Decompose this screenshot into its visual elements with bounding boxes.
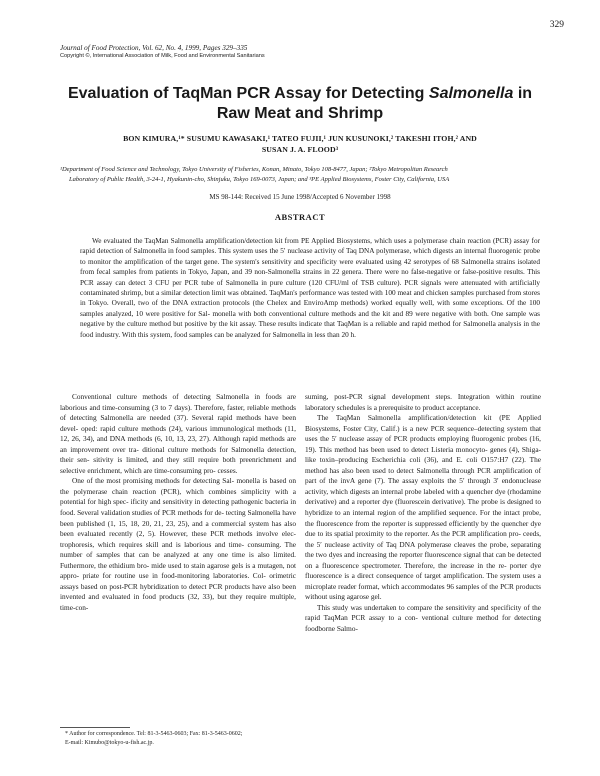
footnote-divider xyxy=(60,727,130,728)
abstract-line: sensitivity and specificity were evaluated using 42 serotypes of 68 Salmonella strains isolated from fecal samples from patients xyxy=(80,257,540,277)
abstract-heading: ABSTRACT xyxy=(274,212,326,222)
text-line: priate for routine use in food-monitoring laboratories. Col- xyxy=(82,571,270,581)
text-line: of PCR products employing fluorogenic probes (16, 19). xyxy=(305,434,541,454)
text-line: suming, post-PCR signal development steps. Integration xyxy=(305,392,496,401)
body-column-right xyxy=(305,392,541,635)
text-line: and specificity of the rapid TaqMan PCR assay to a con- xyxy=(305,602,541,623)
text-line: One of the most promising methods for detecting Sal- xyxy=(72,476,237,486)
text-line: any one time is also limited. Futhermore, the ethidium bro- xyxy=(60,550,297,570)
paragraph xyxy=(305,392,541,413)
text-line: genes (4), Shiga-like toxin–producing Escherichia coli xyxy=(305,444,541,465)
received-dates: MS 98-144: Received 15 June 1998/Accepted 6 November 1998 xyxy=(209,193,391,201)
text-line: This method has been used to detect Listeria monocyto- xyxy=(318,444,491,454)
affiliations xyxy=(60,165,542,184)
abstract-line: chain reaction (PCR) assay for rapid detection of Salmonella in food samples. This system uses the 5′ nuclease activity of xyxy=(80,237,540,256)
text-line: For the intact probe, the fluorescence from the reporter is xyxy=(305,508,542,528)
body-column-left xyxy=(60,392,296,613)
page-number: 329 xyxy=(549,20,564,30)
text-line: food. Several validation studies of PCR methods for de- xyxy=(60,508,226,518)
authors-line-1: BON KIMURA,¹* SUSUMU KAWASAKI,¹ TATEO FUJII,¹ JUN KUSUNOKI,² TAKESHI ITOH,² AND xyxy=(123,134,477,143)
abstract-line: with artificially contaminated shrimp, but a similar detection limit was obtained. TaqMan's performance was tested with 100 xyxy=(80,278,540,298)
text-line: porter dye fluorescence is a direct consequence of target xyxy=(305,560,541,581)
text-line: within routine laboratory schedules is a prerequisite to xyxy=(305,392,541,412)
title-part2: in Raw Meat and Shrimp xyxy=(216,85,533,122)
text-line: recently (2, 5). However, these PCR methods involve elec- xyxy=(109,529,296,539)
abstract-body xyxy=(80,236,540,340)
text-line: 27). Although rapid methods are an improvement over tra- xyxy=(60,434,296,454)
text-line: sequence–detecting system that uses the 5′ nuclease assay xyxy=(305,423,541,444)
copyright-notice: Copyright ©, International Association of Milk, Food and Environmental Sanitarians xyxy=(60,53,265,59)
author-list xyxy=(60,133,540,155)
text-line: which combines simplicity with a potential for high spec- xyxy=(60,486,296,507)
abstract-line: EnviroAmp methods) worked equally well, with some exceptions. Of the 100 samples analyzed, 10 were positive for Sal- xyxy=(80,299,541,318)
text-line: trophoresis, which requires skill and is laborious and time- xyxy=(60,539,248,549)
text-line: methods (11, 12, 26, 34), and DNA methods (6, 10, 13, 23, xyxy=(60,423,296,444)
text-line: ificity and sensitivity in detecting pathogenic bacteria in xyxy=(130,497,296,507)
abstract-line: assay can detect 3 CFU per PCR tube of Salmonella in pure culture (120 CFU/ml of TSB culture). PCR signals were attenuated xyxy=(96,278,494,287)
article-title xyxy=(60,84,540,123)
text-line: monella is based on the polymerase chain reaction (PCR), xyxy=(60,476,296,496)
text-line: without using agarose gel. xyxy=(305,592,382,602)
text-line: oped: rapid culture methods (24), various immunological xyxy=(81,423,258,433)
text-line: Therefore, faster, reliable methods of detecting Salmonella xyxy=(60,402,296,423)
text-line: amplification. The system uses a microplate reader format, xyxy=(305,571,542,591)
footnote-line-1: * Author for correspondence. Tel: 81-3-5463-0603; Fax: 81-3-5463-0602; xyxy=(65,731,243,737)
abstract-line: in Tokyo, Japan, and 39 non-Salmonella strains in 22 genera. There were no false-negative or false-positive results. This PCR xyxy=(80,268,540,287)
abstract-line: monella with both conventional culture methods and the kit and 89 were negative with both. One sample was negative by the xyxy=(80,309,540,329)
text-line: ceeds, the 5′ nuclease activity of Taq DNA polymerase xyxy=(305,529,541,549)
text-line: The TaqMan Salmonella amplification/detection kit xyxy=(317,413,500,423)
text-line: the reporter fluorescence signal that can be detected on a xyxy=(305,550,541,570)
text-line: fluorescence spectrometer. Therefore, the increase in the re- xyxy=(322,560,510,570)
paragraph xyxy=(305,603,541,635)
abstract-line: We evaluated the TaqMan Salmonella amplification/detection kit from PE Applied Biosystems, which uses a polymerase xyxy=(92,237,450,245)
text-line: Conventional culture methods of detecting Salmonella xyxy=(72,392,255,401)
affiliation-line-2: Laboratory of Public Health, 3-24-1, Hyakunin-cho, Shinjuku, Tokyo 169-0073, Japan; and ³PE Applied Biosystems, Foster City, California, USA xyxy=(69,175,450,183)
text-line: (36), and E. coli O157:H7 (22). The method has also been xyxy=(305,455,541,475)
text-line: used to detect Salmonella through PCR amplification of xyxy=(372,465,541,475)
text-line: orimetric assays based on post-PCR hybridization to detect xyxy=(60,571,297,591)
text-line: cesses. xyxy=(217,465,238,475)
paragraph xyxy=(60,476,296,613)
text-line: tecting Salmonella have been published (1, 15, 18, 20, 21, xyxy=(60,508,296,528)
text-line: in foods are laborious and time-consuming (3 to 7 days). xyxy=(60,392,296,412)
text-line: ventional culture method for detecting foodborne Salmo- xyxy=(305,613,541,634)
text-line: mide used to stain agarose gels is a mutagen, not appro- xyxy=(60,560,296,581)
text-line: food products (32, 33), but they require multiple, time-con- xyxy=(60,592,296,612)
text-line: sitivity is limited, and they still require both preenrichment xyxy=(93,455,286,465)
text-line: part of the invA gene (7). The assay exploits the 5′ through xyxy=(305,476,494,486)
affiliation-line-1: ¹Department of Food Science and Technology, Tokyo University of Fisheries, Konan, Minato, Tokyo 108-8477, Japan; ²Tokyo Metropolitan Research xyxy=(60,166,448,173)
text-line: 3′ endonuclease activity, which digests an internal probe xyxy=(305,476,542,496)
title-part1: Evaluation of TaqMan PCR Assay for Detecting xyxy=(67,85,425,102)
abstract-line: Taq DNA polymerase, which digests an internal fluorogenic probe to monitor the amplification of the target gene. The system's xyxy=(80,247,540,266)
text-line: and selective enrichment, which are time-consuming pro- xyxy=(60,455,296,475)
paragraph xyxy=(305,413,541,603)
text-line: PCR products have also been invented and evaluated in xyxy=(60,581,296,602)
paragraph xyxy=(60,392,296,476)
text-line: This study was undertaken to compare the sensitivity xyxy=(317,602,479,612)
authors-line-2: SUSAN J. A. FLOOD³ xyxy=(261,145,339,154)
text-line: proximity to the reporter. As the PCR amplification pro- xyxy=(355,529,523,539)
journal-citation: Journal of Food Protection, Vol. 62, No. 4, 1999, Pages 329–335 xyxy=(60,44,248,52)
text-line: labeled with a quencher dye (rhodamine derivative) and a xyxy=(305,486,541,507)
text-line: product acceptance. xyxy=(422,402,481,412)
text-line: to hybridize to an internal region of the amplified sequence. xyxy=(305,497,541,518)
correspondence-footnote xyxy=(60,730,296,747)
text-line: cleaves the probe, separating the two dyes and increasing xyxy=(305,539,541,560)
title-organism: Salmonella xyxy=(428,85,514,102)
text-line: (PE Applied Biosystems, Foster City, Calif.) is a new PCR xyxy=(305,413,542,433)
text-line: reporter dye (fluorescein derivative). The probe is designed xyxy=(357,497,536,507)
abstract-line: meat and chicken samples purchased from stores in Tokyo. Overall, two of the DNA extraction protocols (the Chelex and xyxy=(80,289,540,308)
text-line: suppressed efficiently by the quencher dye due to its spatial xyxy=(305,518,541,539)
text-line: consuming. The number of samples that can be analyzed at xyxy=(60,539,296,560)
text-line: which accommodates 96 samples of the PCR products xyxy=(381,581,541,591)
text-line: 23, 25), and a commercial system has also been evaluated xyxy=(60,518,296,539)
abstract-line: culture method but positive by the kit assay. These results indicate that TaqMan is a reliable and rapid method for Salmonella xyxy=(126,320,498,329)
text-line: are needed (37). Several rapid methods have been devel- xyxy=(60,413,297,433)
footnote-line-2: E-mail: Kimubo@tokyo-u-fish.ac.jp. xyxy=(65,739,154,746)
text-line: ditional culture methods for Salmonella detection, their sen- xyxy=(60,444,296,465)
abstract-line: analysis in the food industry. With this system, food samples can be analyzed for Salmonella in less than 20 h. xyxy=(80,320,540,339)
